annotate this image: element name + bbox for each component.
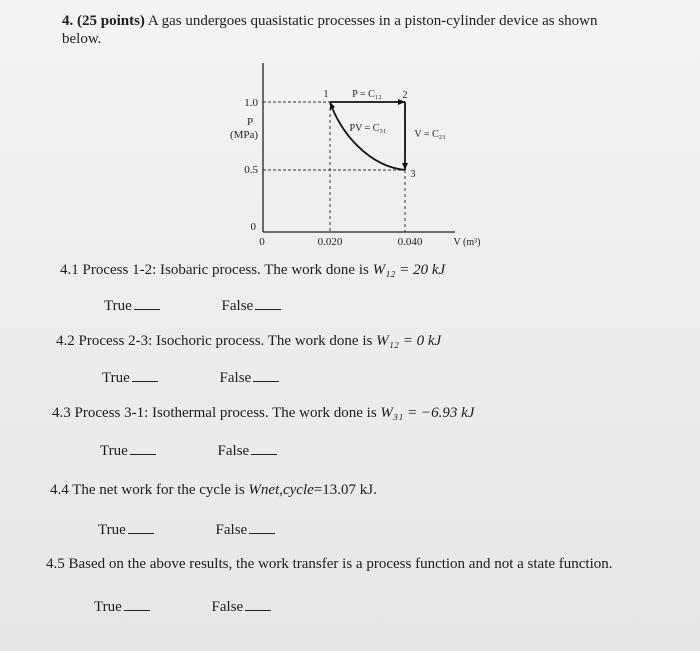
problem-points: (25 points) <box>77 13 145 29</box>
y-label-unit: (MPa) <box>229 129 259 141</box>
false-label: False <box>221 298 254 314</box>
question-4-3 <box>52 405 474 422</box>
true-blank[interactable] <box>132 369 158 382</box>
true-blank[interactable] <box>128 521 154 534</box>
answer-row-4-1 <box>104 297 281 315</box>
question-4-3-math: W₃₁ = −6.93 kJ <box>380 405 475 421</box>
point-2-label: 2 <box>402 90 408 101</box>
label-pv31: PV = C₃₁ <box>349 123 387 134</box>
label-v23: V = C₂₃ <box>414 129 446 140</box>
answer-row-4-3 <box>100 442 277 460</box>
y-tick-1: 1.0 <box>244 97 258 109</box>
false-label: False <box>217 443 250 459</box>
x-label: V (m³) <box>453 237 481 248</box>
question-4-4-text: 4.4 The net work for the cycle is <box>50 482 249 498</box>
x-tick-0-020: 0.020 <box>317 236 343 248</box>
y-tick-0-5: 0.5 <box>244 164 258 176</box>
question-4-4-suffix: =13.07 kJ. <box>313 482 377 498</box>
true-label: True <box>104 298 132 314</box>
question-4-2-text: 4.2 Process 2-3: Isochoric process. The work done is <box>56 333 377 349</box>
question-4-1 <box>60 262 445 279</box>
true-label: True <box>98 522 126 538</box>
question-4-5-text: 4.5 Based on the above results, the work transfer is a process function and not a state function. <box>46 556 613 572</box>
x-tick-0: 0 <box>259 236 265 248</box>
question-4-4 <box>50 482 377 499</box>
question-4-3-text: 4.3 Process 3-1: Isothermal process. The work done is <box>52 405 381 421</box>
label-p12: P = C₁₂ <box>352 89 382 100</box>
false-label: False <box>211 599 244 615</box>
answer-row-4-4 <box>98 521 275 539</box>
y-label-p: P <box>246 116 254 128</box>
problem-text: A gas undergoes quasistatic processes in a piston-cylinder device as shown below. <box>62 13 598 47</box>
true-label: True <box>102 370 130 386</box>
question-4-5 <box>46 556 613 573</box>
y-tick-0: 0 <box>250 221 256 233</box>
false-label: False <box>215 522 248 538</box>
true-blank[interactable] <box>134 297 160 310</box>
question-4-2-math: W₁₂ = 0 kJ <box>376 333 442 349</box>
false-blank[interactable] <box>253 369 279 382</box>
question-4-1-text: 4.1 Process 1-2: Isobaric process. The work done is <box>60 262 373 278</box>
point-3-label: 3 <box>410 169 416 180</box>
question-4-4-math: Wnet,cycle <box>248 482 314 498</box>
false-blank[interactable] <box>255 297 281 310</box>
false-blank[interactable] <box>249 521 275 534</box>
false-blank[interactable] <box>245 598 271 611</box>
question-4-1-math: W₁₂ = 20 kJ <box>372 262 446 278</box>
problem-number: 4. <box>62 13 74 29</box>
true-blank[interactable] <box>130 442 156 455</box>
true-label: True <box>100 443 128 459</box>
true-blank[interactable] <box>124 598 150 611</box>
point-1-label: 1 <box>323 89 329 100</box>
x-tick-0-040: 0.040 <box>397 236 423 248</box>
question-4-2 <box>56 333 441 350</box>
true-label: True <box>94 599 122 615</box>
false-blank[interactable] <box>251 442 277 455</box>
answer-row-4-5 <box>94 598 271 616</box>
false-label: False <box>219 370 252 386</box>
answer-row-4-2 <box>102 369 279 387</box>
process-3-1-curve <box>330 102 405 170</box>
